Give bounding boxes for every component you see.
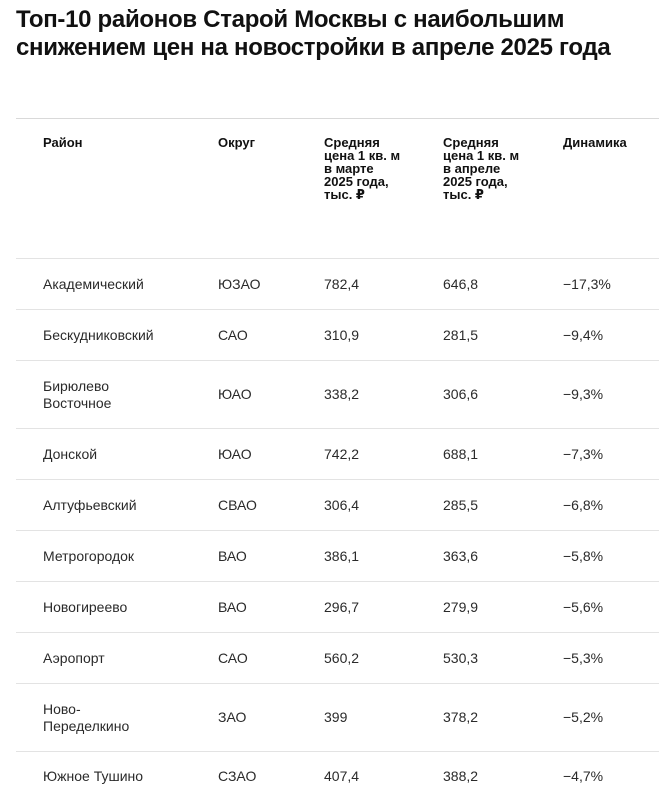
cell-price-march: 338,2 xyxy=(324,386,360,402)
cell-price-march: 310,9 xyxy=(324,326,360,343)
cell-price-april: 646,8 xyxy=(443,275,479,292)
table-header-row xyxy=(16,118,659,259)
table-row xyxy=(16,684,659,752)
table-row xyxy=(16,582,659,633)
table-row xyxy=(16,480,659,531)
cell-dynamics: −9,3% xyxy=(563,386,604,402)
cell-okrug: СВАО xyxy=(218,496,257,513)
cell-dynamics: −5,6% xyxy=(563,598,604,615)
cell-price-april: 306,6 xyxy=(443,386,479,402)
cell-price-march: 560,2 xyxy=(324,649,360,666)
cell-price-april: 388,2 xyxy=(443,767,479,784)
cell-okrug: ЮЗАО xyxy=(218,275,261,292)
cell-dynamics: −5,3% xyxy=(563,649,604,666)
cell-price-april: 281,5 xyxy=(443,326,479,343)
cell-district: Метрогородок xyxy=(43,547,135,564)
table-row xyxy=(16,531,659,582)
cell-district: Академический xyxy=(43,275,144,292)
cell-district: Аэропорт xyxy=(43,649,105,666)
cell-price-march: 782,4 xyxy=(324,275,360,292)
cell-dynamics: −4,7% xyxy=(563,767,604,784)
cell-okrug: САО xyxy=(218,649,248,666)
cell-dynamics: −5,2% xyxy=(563,709,604,725)
cell-dynamics: −9,4% xyxy=(563,326,604,343)
cell-district: Алтуфьевский xyxy=(43,496,137,513)
cell-district: Бескудниковский xyxy=(43,326,154,343)
page-title: Топ-10 районов Старой Москвы с наибольшим снижением цен на новостройки в апреле 2025 года xyxy=(16,6,611,61)
cell-okrug: ЗАО xyxy=(218,709,247,725)
table-row xyxy=(16,633,659,684)
cell-dynamics: −6,8% xyxy=(563,496,604,513)
header-dynamics: Динамика xyxy=(563,135,627,150)
cell-price-march: 399 xyxy=(324,709,348,725)
header-price-march: Средняя цена 1 кв. м в марте 2025 года, тыс. ₽ xyxy=(324,135,401,202)
cell-okrug: ВАО xyxy=(218,598,247,615)
cell-district: Донской xyxy=(43,445,98,462)
cell-price-march: 296,7 xyxy=(324,598,360,615)
cell-okrug: ВАО xyxy=(218,547,247,564)
header-district: Район xyxy=(43,135,83,150)
cell-district: Новогиреево xyxy=(43,598,128,615)
cell-price-march: 386,1 xyxy=(324,547,360,564)
cell-okrug: ЮАО xyxy=(218,445,252,462)
header-price-april: Средняя цена 1 кв. м в апреле 2025 года, тыс. ₽ xyxy=(443,135,520,202)
cell-price-april: 688,1 xyxy=(443,445,479,462)
cell-price-april: 285,5 xyxy=(443,496,479,513)
table-row xyxy=(16,429,659,480)
cell-okrug: СЗАО xyxy=(218,767,257,784)
cell-okrug: САО xyxy=(218,326,248,343)
cell-district: Ново-Переделкино xyxy=(43,700,130,734)
cell-okrug: ЮАО xyxy=(218,386,252,402)
cell-price-april: 279,9 xyxy=(443,598,479,615)
table-row xyxy=(16,752,659,800)
cell-dynamics: −7,3% xyxy=(563,445,604,462)
header-okrug: Округ xyxy=(218,135,256,150)
cell-dynamics: −17,3% xyxy=(563,275,611,292)
cell-district: Южное Тушино xyxy=(43,767,144,784)
table-row xyxy=(16,310,659,361)
cell-price-april: 530,3 xyxy=(443,649,479,666)
cell-price-april: 378,2 xyxy=(443,709,479,725)
cell-price-march: 407,4 xyxy=(324,767,360,784)
cell-price-april: 363,6 xyxy=(443,547,479,564)
cell-district: Бирюлево Восточное xyxy=(43,377,112,411)
cell-dynamics: −5,8% xyxy=(563,547,604,564)
cell-price-march: 306,4 xyxy=(324,496,360,513)
cell-price-march: 742,2 xyxy=(324,445,360,462)
table-row xyxy=(16,259,659,310)
table-row xyxy=(16,361,659,429)
